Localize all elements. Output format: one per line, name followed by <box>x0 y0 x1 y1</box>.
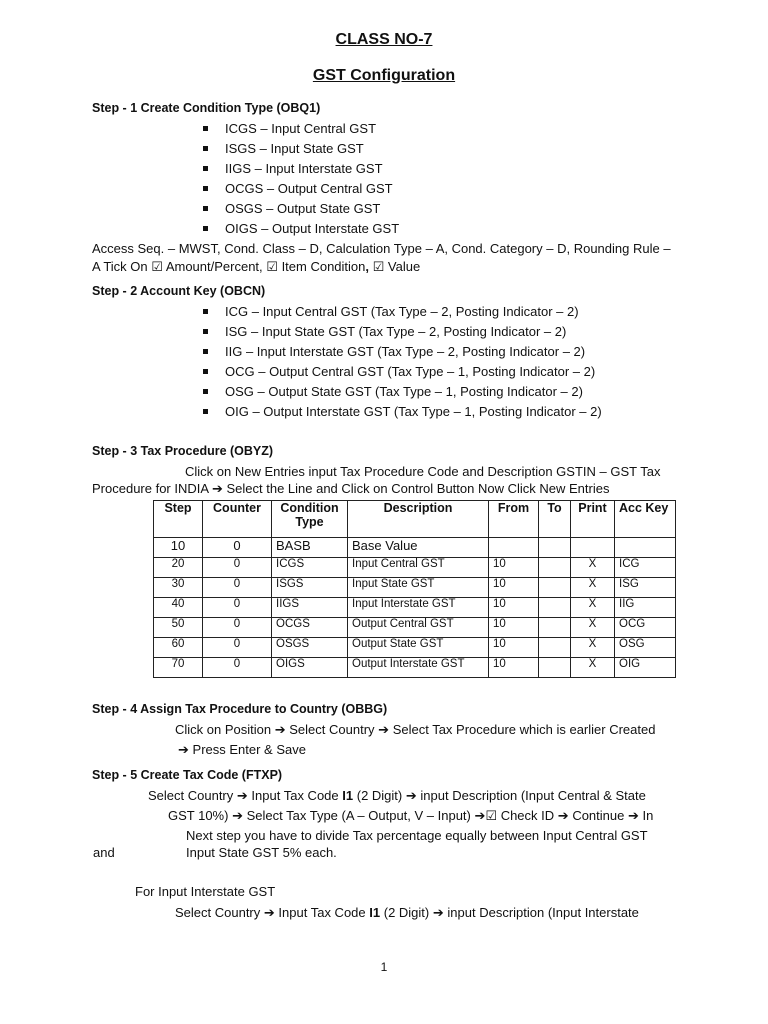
arrow-right-icon: ➔ <box>232 808 243 823</box>
list-item: ISGS – Input State GST <box>203 141 364 156</box>
bullet-icon <box>203 329 208 334</box>
page-title: GST Configuration <box>312 67 456 84</box>
step3-heading: Step - 3 Tax Procedure (OBYZ) <box>92 444 274 458</box>
list-item: OCGS – Output Central GST <box>203 181 393 196</box>
bullet-icon <box>203 126 208 131</box>
bullet-icon <box>203 166 208 171</box>
list-item: ISG – Input State GST (Tax Type – 2, Posting Indicator – 2) <box>203 324 566 339</box>
arrow-right-icon: ➔ <box>378 722 390 737</box>
step4-instruction-line2: ➔ Press Enter & Save <box>178 742 306 757</box>
table-row: 60 0 OSGS Output State GST 10 X OSG <box>154 638 676 658</box>
list-item: OCG – Output Central GST (Tax Type – 1, Posting Indicator – 2) <box>203 364 595 379</box>
arrow-right-icon: ➔ <box>263 905 275 920</box>
column-header-condition-type: Condition Type <box>272 501 348 538</box>
column-header-counter: Counter <box>203 501 272 538</box>
arrow-right-icon: ➔ <box>178 742 189 757</box>
list-item: ICG – Input Central GST (Tax Type – 2, Posting Indicator – 2) <box>203 304 579 319</box>
bullet-icon <box>203 186 208 191</box>
step5-instruction-line4: Input State GST 5% each. <box>186 845 337 860</box>
column-header-acc-key: Acc Key <box>615 501 676 538</box>
list-item: OIGS – Output Interstate GST <box>203 221 399 236</box>
column-header-step: Step <box>154 501 203 538</box>
access-sequence-line: Access Seq. – MWST, Cond. Class – D, Calculation Type – A, Cond. Category – D, Rounding Rule – <box>92 241 671 256</box>
step3-instruction-line2: Procedure for INDIA ➔ Select the Line and Click on Control Button Now Click New Entries <box>92 481 610 496</box>
table-row: 70 0 OIGS Output Interstate GST 10 X OIG <box>154 658 676 678</box>
arrow-right-icon: ➔ <box>236 788 248 803</box>
step5-instruction-line2: GST 10%) ➔ Select Tax Type (A – Output, V – Input) ➔☑ Check ID ➔ Continue ➔ In <box>168 808 654 823</box>
list-item: OIG – Output Interstate GST (Tax Type – 1, Posting Indicator – 2) <box>203 404 602 419</box>
list-item: OSGS – Output State GST <box>203 201 380 216</box>
step4-instruction-line1: Click on Position ➔ Select Country ➔ Select Tax Procedure which is earlier Created <box>175 722 656 737</box>
bullet-icon <box>203 369 208 374</box>
table-row: 50 0 OCGS Output Central GST 10 X OCG <box>154 618 676 638</box>
list-item: OSG – Output State GST (Tax Type – 1, Posting Indicator – 2) <box>203 384 583 399</box>
bullet-icon <box>203 409 208 414</box>
table-row: 10 0 BASB Base Value <box>154 538 676 558</box>
tick-options-line: A Tick On ☑ Amount/Percent, ☑ Item Condition, ☑ Value <box>92 259 421 274</box>
checkbox-checked-icon: ☑ <box>485 808 498 823</box>
step5-instruction-line1: Select Country ➔ Input Tax Code I1 (2 Digit) ➔ input Description (Input Central & State <box>148 788 646 803</box>
list-item: IIGS – Input Interstate GST <box>203 161 383 176</box>
step4-heading: Step - 4 Assign Tax Procedure to Country (OBBG) <box>92 702 388 716</box>
step5-heading: Step - 5 Create Tax Code (FTXP) <box>92 768 283 782</box>
checkbox-checked-icon: ☑ <box>266 259 278 274</box>
bullet-icon <box>203 206 208 211</box>
bullet-icon <box>203 309 208 314</box>
column-header-print: Print <box>571 501 615 538</box>
checkbox-checked-icon: ☑ <box>372 259 385 274</box>
arrow-right-icon: ➔ <box>211 481 223 496</box>
step5-and-word: and <box>93 845 115 860</box>
column-header-from: From <box>489 501 539 538</box>
table-header-row <box>154 501 676 538</box>
bullet-icon <box>203 389 208 394</box>
arrow-right-icon: ➔ <box>274 722 286 737</box>
table-row: 40 0 IIGS Input Interstate GST 10 X IIG <box>154 598 676 618</box>
list-item: ICGS – Input Central GST <box>203 121 376 136</box>
interstate-heading: For Input Interstate GST <box>135 884 276 899</box>
step1-heading: Step - 1 Create Condition Type (OBQ1) <box>92 101 321 115</box>
table-row: 30 0 ISGS Input State GST 10 X ISG <box>154 578 676 598</box>
bullet-icon <box>203 226 208 231</box>
list-item: IIG – Input Interstate GST (Tax Type – 2, Posting Indicator – 2) <box>203 344 585 359</box>
step5-instruction-line3: Next step you have to divide Tax percentage equally between Input Central GST <box>186 828 648 843</box>
step3-instruction-line1: Click on New Entries input Tax Procedure Code and Description GSTIN – GST Tax <box>185 464 661 479</box>
step5-interstate-line: Select Country ➔ Input Tax Code I1 (2 Digit) ➔ input Description (Input Interstate <box>175 905 639 920</box>
class-number-heading: CLASS NO-7 <box>335 31 433 48</box>
bullet-icon <box>203 349 208 354</box>
arrow-right-icon: ➔ <box>432 905 444 920</box>
arrow-right-icon: ➔ <box>627 808 639 823</box>
column-header-description: Description <box>348 501 489 538</box>
column-header-to: To <box>539 501 571 538</box>
bullet-icon <box>203 146 208 151</box>
checkbox-checked-icon: ☑ <box>151 259 163 274</box>
step2-heading: Step - 2 Account Key (OBCN) <box>92 284 266 298</box>
page-number: 1 <box>380 960 388 974</box>
table-row: 20 0 ICGS Input Central GST 10 X ICG <box>154 558 676 578</box>
arrow-right-icon: ➔ <box>474 808 486 823</box>
arrow-right-icon: ➔ <box>405 788 417 803</box>
tax-procedure-table <box>153 500 676 678</box>
arrow-right-icon: ➔ <box>557 808 569 823</box>
